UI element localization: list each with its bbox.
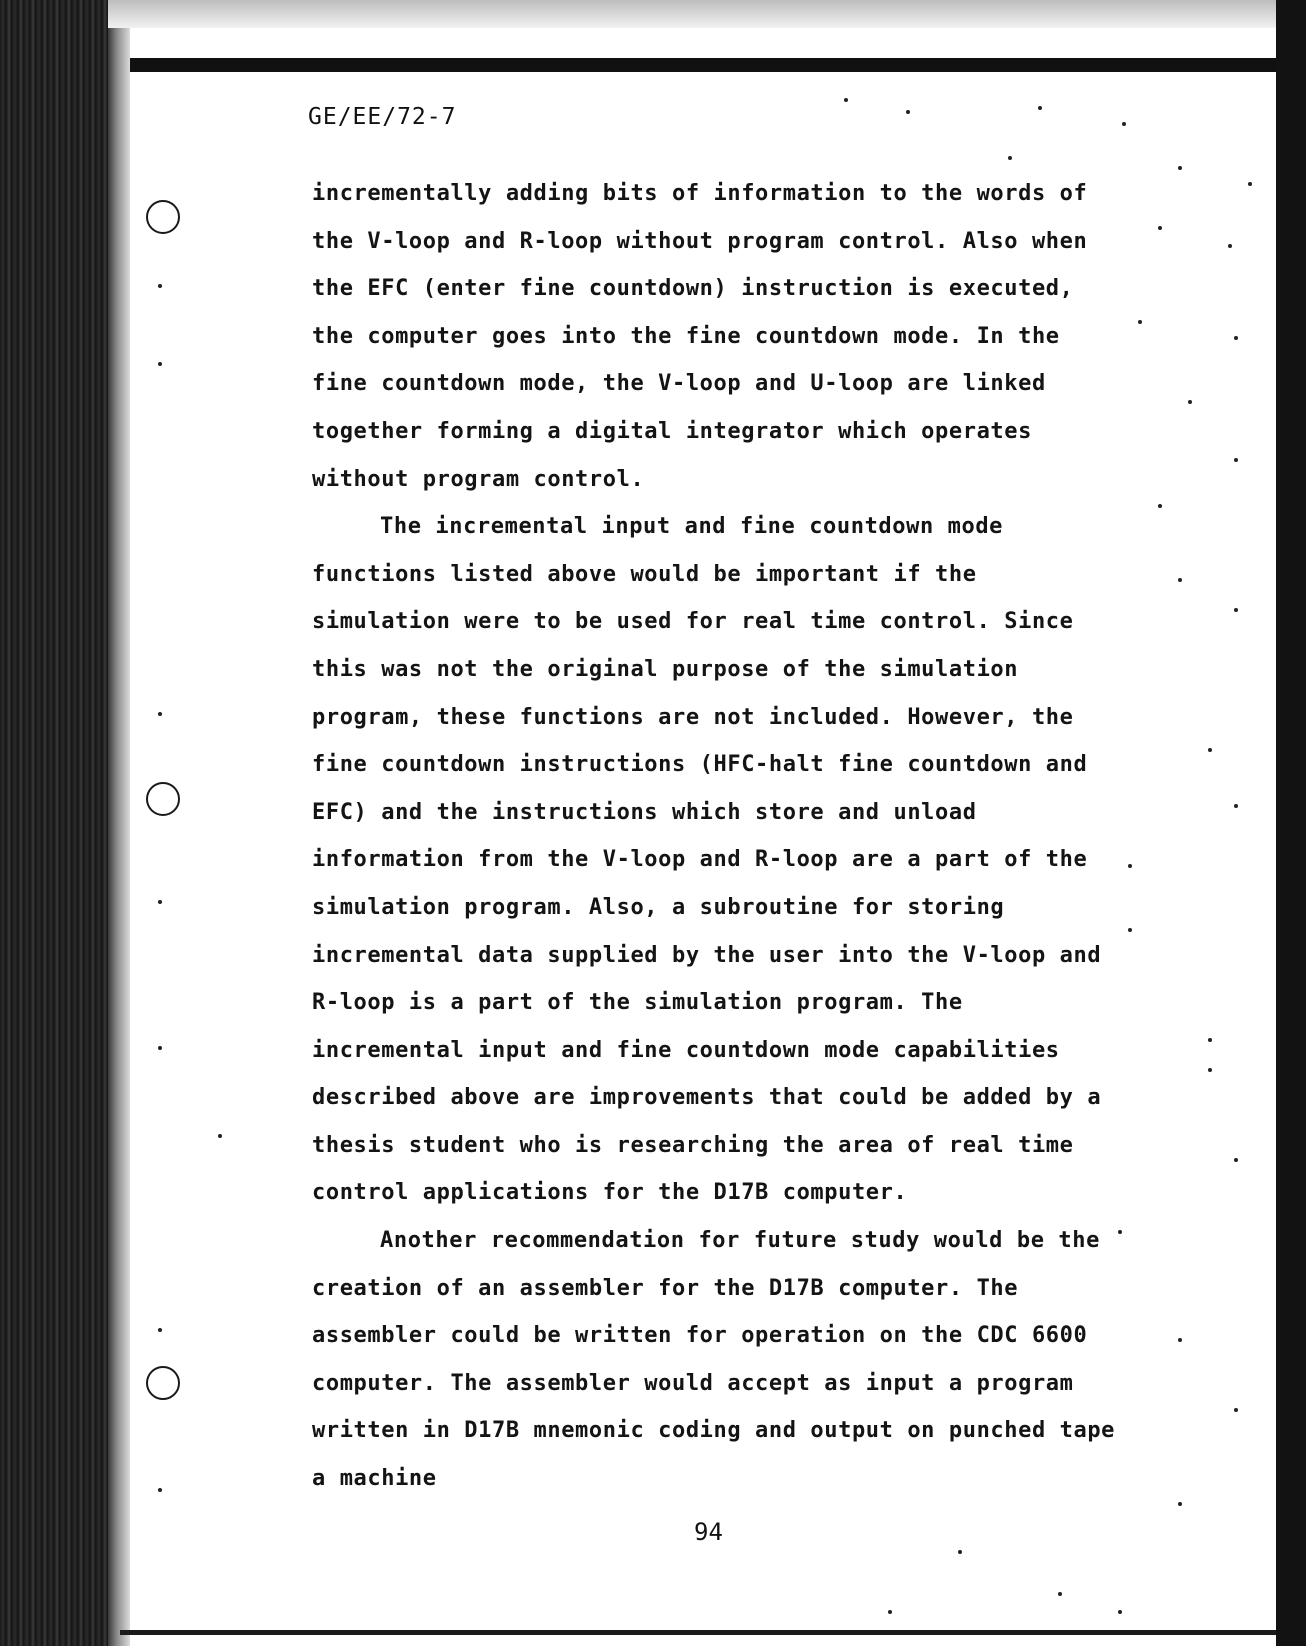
paragraph: The incremental input and fine countdown mode functions listed above would be important if the simulation were to be used for real time control. Since this was not the original purpose of the simulation program, these functions are not included. However, the fine countdown instructions (HFC-halt fine countdown and EFC) and the instructions which store and unload information from the V-loop and R-loop are a part of the simulation program. Also, a subroutine for storing incremental data supplied by the user into the V-loop and R-loop is a part of the simulation program. The incremental input and fine countdown mode capabilities described above are improvements that could be added by a thesis student who is researching the area of real time control applications for the D17B computer. bbox=[312, 514, 1102, 1206]
top-shadow bbox=[108, 0, 1306, 28]
binding-edge bbox=[108, 0, 130, 1646]
binding-shadow bbox=[0, 0, 108, 1646]
punch-hole-icon bbox=[146, 782, 180, 816]
body-text bbox=[312, 170, 1122, 1503]
right-edge-shadow bbox=[1276, 0, 1306, 1646]
punch-hole-icon bbox=[146, 200, 180, 234]
punch-hole-icon bbox=[146, 1366, 180, 1400]
paragraph: incrementally adding bits of information to the words of the V-loop and R-loop without program control. Also when the EFC (enter fine countdown) instruction is executed, the computer goes into the fine countdown mode. In the fine countdown mode, the V-loop and U-loop are linked together forming a digital integrator which operates without program control. bbox=[312, 181, 1088, 492]
bottom-border-rule bbox=[120, 1630, 1276, 1635]
document-id: GE/EE/72-7 bbox=[308, 104, 457, 130]
paragraph: Another recommendation for future study would be the creation of an assembler for the D17B computer. The assembler could be written for operation on the CDC 6600 computer. The assembler would accept as input a program written in D17B mnemonic coding and output on punched tape a machine bbox=[312, 1228, 1116, 1492]
top-border-rule bbox=[130, 58, 1276, 72]
page-number: 94 bbox=[694, 1518, 723, 1546]
